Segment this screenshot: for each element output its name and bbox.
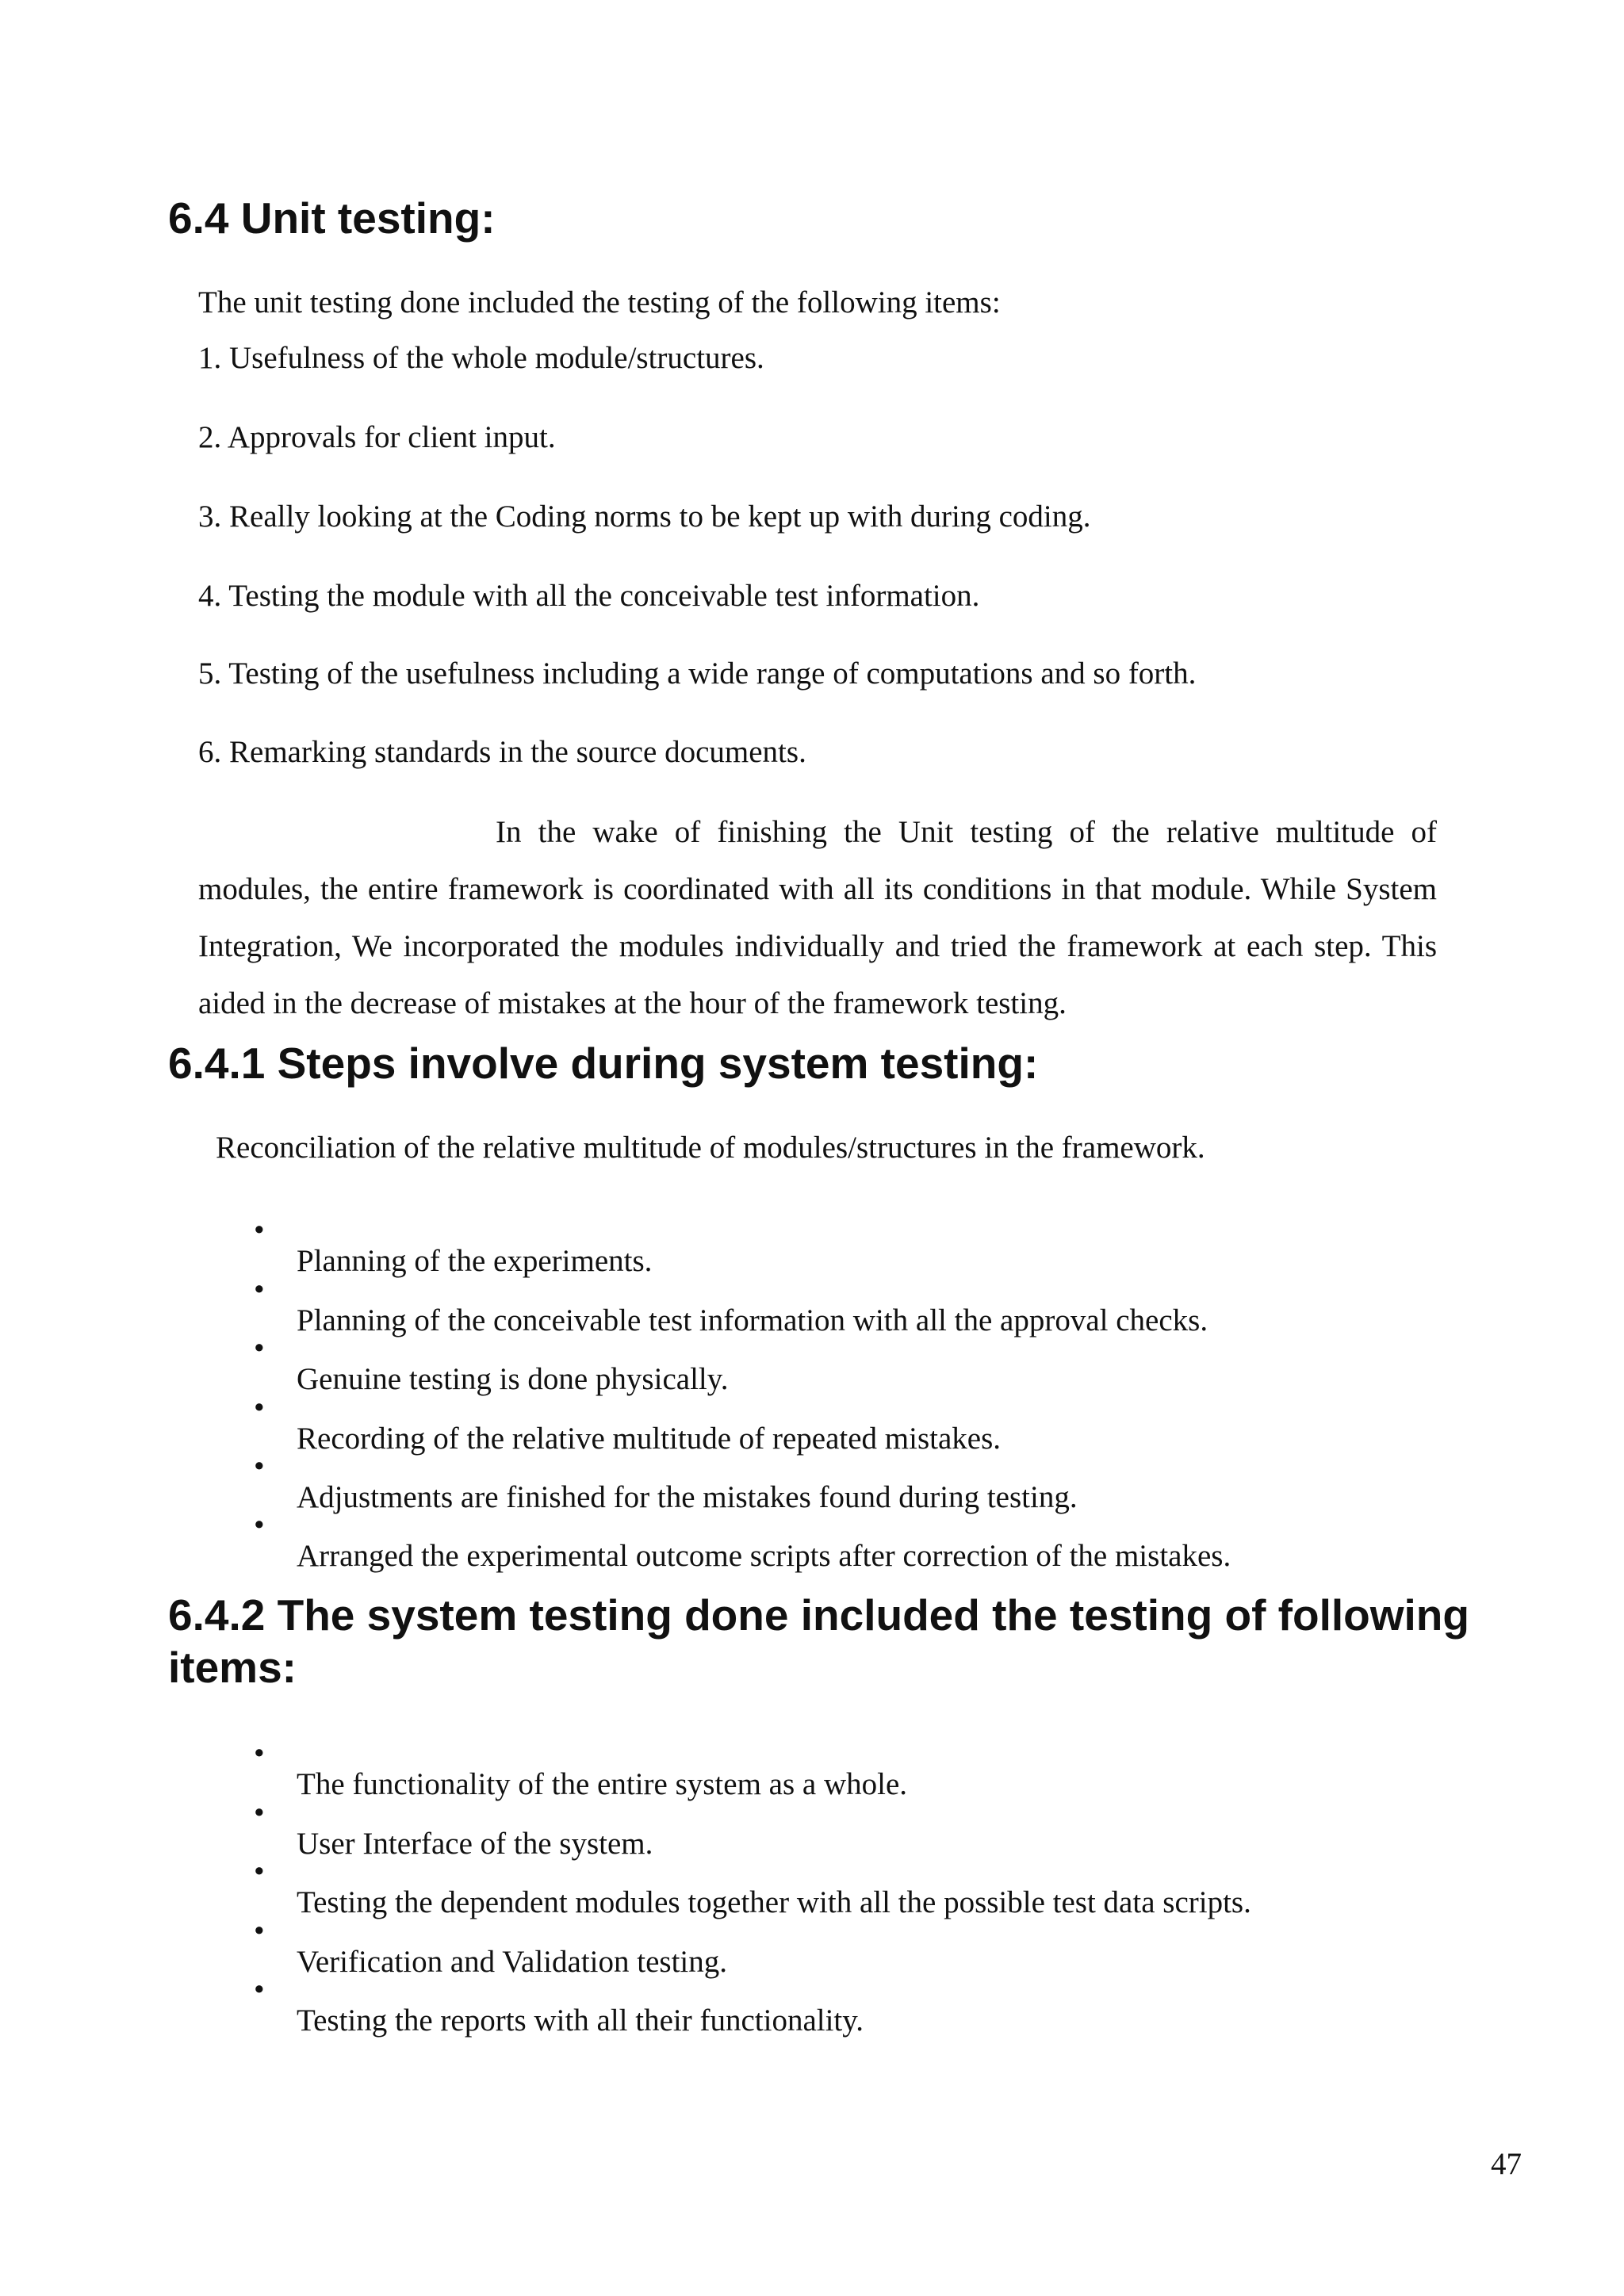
numbered-item: 5. Testing of the usefulness including a wide range of computations and so forth.	[198, 656, 1197, 691]
list-item: Testing the dependent modules together with all the possible test data scripts.	[297, 1885, 1251, 1919]
bullet-glyph: •	[254, 1854, 265, 1888]
list-item: Arranged the experimental outcome scripts after correction of the mistakes.	[297, 1539, 1231, 1573]
bullet-glyph: •	[254, 1449, 265, 1483]
section-intro: Reconciliation of the relative multitude of modules/structures in the framework.	[216, 1131, 1205, 1165]
section-heading-6-4-2: 6.4.2 The system testing done included the testing of following	[168, 1590, 1470, 1640]
numbered-item: 2. Approvals for client input.	[198, 420, 556, 454]
body-paragraph: In the wake of finishing the Unit testing of the relative multitude of modules, the entire framework is coordinated with all its conditions in that module. While System Integration, We incorporated the modules individually and tried the framework at each step. This aided in the decrease of mistakes at the hour of the framework testing.	[198, 815, 1437, 1020]
list-item: Verification and Validation testing.	[297, 1945, 727, 1979]
list-item: The functionality of the entire system as a whole.	[297, 1767, 908, 1801]
numbered-item: 4. Testing the module with all the conceivable test information.	[198, 579, 980, 613]
list-item: Testing the reports with all their functionality.	[297, 2003, 864, 2038]
numbered-item: 6. Remarking standards in the source documents.	[198, 735, 806, 769]
list-item: Genuine testing is done physically.	[297, 1362, 729, 1396]
list-item: Recording of the relative multitude of repeated mistakes.	[297, 1422, 1002, 1456]
section-heading-6-4-1: 6.4.1 Steps involve during system testing:	[168, 1039, 1039, 1088]
numbered-item: 3. Really looking at the Coding norms to be kept up with during coding.	[198, 499, 1091, 534]
page-number: 47	[1491, 2147, 1522, 2181]
list-item: Planning of the experiments.	[297, 1244, 653, 1278]
section-heading-6-4-2-cont: items:	[168, 1643, 297, 1692]
list-item: User Interface of the system.	[297, 1827, 653, 1861]
list-item: Planning of the conceivable test information with all the approval checks.	[297, 1303, 1208, 1337]
numbered-item: 1. Usefulness of the whole module/structures.	[198, 341, 764, 375]
bullet-glyph: •	[254, 1796, 265, 1830]
list-item: Adjustments are finished for the mistakes found during testing.	[297, 1480, 1078, 1514]
bullet-glyph: •	[254, 1272, 265, 1307]
bullet-glyph: •	[254, 1331, 265, 1365]
bullet-glyph: •	[254, 1391, 265, 1425]
bullet-glyph: •	[254, 1914, 265, 1948]
section-heading-6-4: 6.4 Unit testing:	[168, 193, 496, 243]
bullet-glyph: •	[254, 1213, 265, 1247]
bullet-glyph: •	[254, 1973, 265, 2007]
section-intro: The unit testing done included the testing of the following items:	[198, 285, 1001, 320]
bullet-glyph: •	[254, 1736, 265, 1770]
bullet-glyph: •	[254, 1508, 265, 1542]
